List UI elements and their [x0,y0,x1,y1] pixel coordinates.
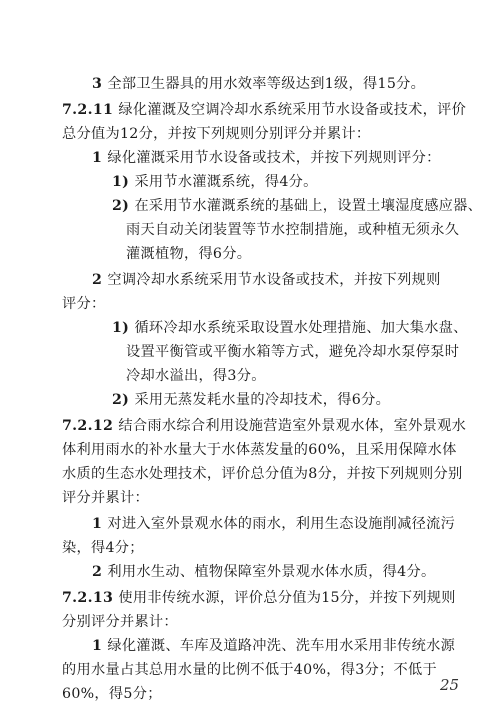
line-text: 对进入室外景观水体的雨水，利用生态设施削减径流污 [107,516,456,532]
page-number: 25 [440,676,460,694]
clause-number: 2 [92,272,108,288]
line-text: 绿化灌溉、车库及道路冲洗、洗车用水采用非传统水源 [107,638,456,654]
line-text: 雨天自动关闭装置等节水控制措施，或种植无须永久 [126,222,460,238]
line-text: 使用非传统水源，评价总分值为15分，并按下列规则 [118,590,456,606]
clause-number: 7.2.13 [62,590,119,606]
clause-number: 7.2.11 [62,102,119,118]
line-text: 绿化灌溉及空调冷却水系统采用节水设备或技术，评价 [118,102,467,118]
text-line [126,366,266,386]
clause-number: 3 [92,76,108,92]
text-line [92,148,441,168]
line-text: 在采用节水灌溉系统的基础上，设置土壤湿度感应器、 [134,198,483,214]
text-line [62,440,457,460]
clause-number: 2 [92,564,108,580]
text-line [62,294,105,314]
line-text: 绿化灌溉采用节水设备或技术，并按下列规则评分： [107,150,441,166]
clause-number: 1 [92,150,108,166]
text-line [92,74,425,94]
line-text: 水质的生态水处理技术，评价总分值为8分，并按下列规则分别 [62,466,463,482]
text-line [112,390,390,410]
text-line [112,318,468,338]
line-text: 染，得4分； [62,540,144,556]
line-text: 60%，得5分； [62,686,162,702]
clause-number: 1 [92,638,108,654]
text-line [92,562,435,582]
text-line [112,196,482,216]
clause-number: 1 [92,516,108,532]
text-line [62,538,144,558]
text-line [62,660,437,680]
line-text: 循环冷却水系统采取设置水处理措施、加大集水盘、 [134,320,468,336]
line-text: 冷却水溢出，得3分。 [126,368,266,384]
text-line [126,220,459,240]
clause-number: 2) [112,392,135,408]
text-line [126,244,251,264]
clause-number: 7.2.12 [62,418,119,434]
line-text: 利用水生动、植物保障室外景观水体水质，得4分。 [107,564,436,580]
line-text: 空调冷却水系统采用节水设备或技术，并按下列规则 [107,272,441,288]
line-text: 灌溉植物，得6分。 [126,246,252,262]
text-line [126,342,459,362]
clause-number: 2) [112,198,135,214]
clause-number: 1) [112,320,135,336]
text-line [112,172,318,192]
text-line [92,270,441,290]
line-text: 采用无蒸发耗水量的冷却技术，得6分。 [134,392,391,408]
text-line [62,416,466,436]
text-line [92,514,455,534]
line-text: 评分并累计： [62,490,149,506]
line-text: 评分： [62,296,106,312]
text-line [62,100,466,120]
line-text: 分别评分并累计： [62,614,178,630]
text-line [62,488,149,508]
line-text: 总分值为12分，并按下列规则分别评分并累计： [62,126,371,142]
text-line [62,464,463,484]
text-line [62,684,162,704]
text-line [62,588,456,608]
text-line [62,124,370,144]
clause-number: 1) [112,174,135,190]
line-text: 设置平衡管或平衡水箱等方式，避免冷却水泵停泵时 [126,344,460,360]
line-text: 的用水量占其总用水量的比例不低于40%，得3分；不低于 [62,662,437,678]
text-line [92,636,455,656]
line-text: 体利用雨水的补水量大于水体蒸发量的60%，且采用保障水体 [62,442,457,458]
text-line [62,612,178,632]
line-text: 采用节水灌溉系统，得4分。 [134,174,318,190]
line-text: 结合雨水综合利用设施营造室外景观水体，室外景观水 [118,418,467,434]
line-text: 全部卫生器具的用水效率等级达到1级，得15分。 [107,76,426,92]
